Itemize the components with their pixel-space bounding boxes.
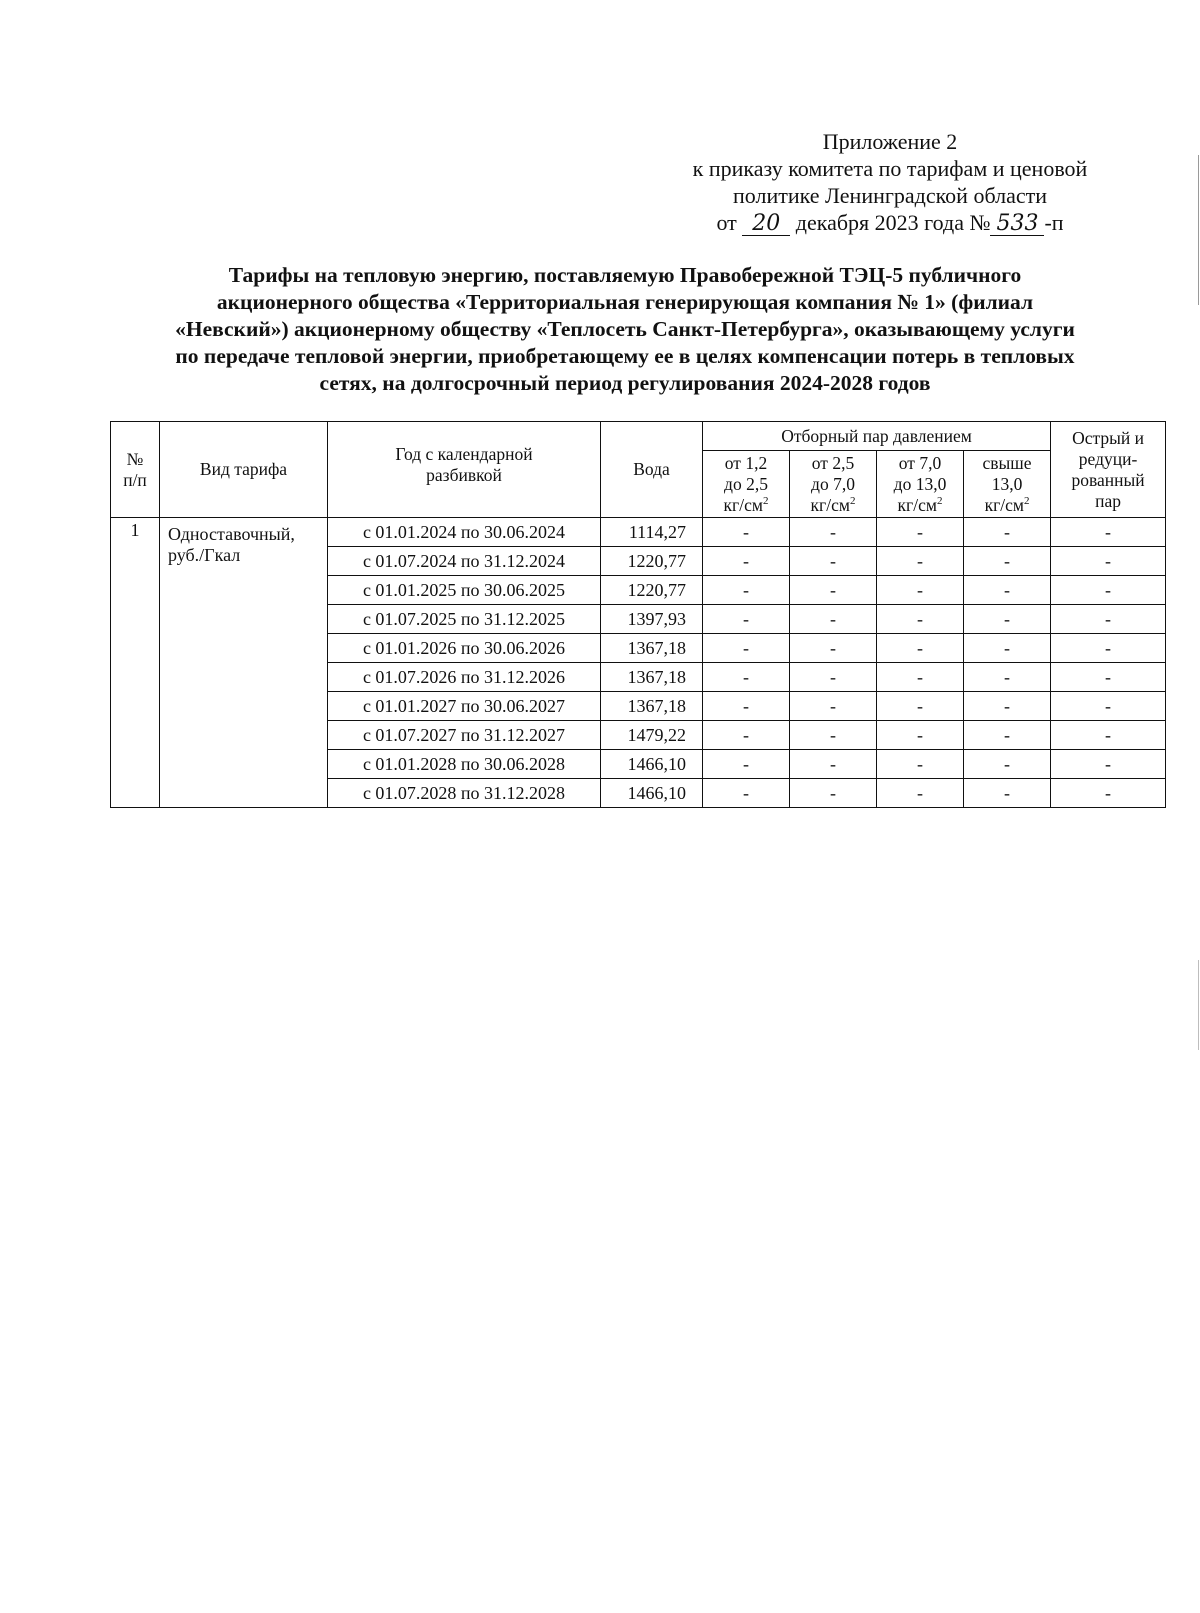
table-row bbox=[111, 518, 1166, 547]
steam-2-5-to-7-0-cell: - bbox=[790, 721, 877, 750]
acute-steam-cell: - bbox=[1051, 692, 1166, 721]
period-cell: с 01.07.2024 по 31.12.2024 bbox=[328, 547, 601, 576]
header-steam-2-5-to-7-0: от 2,5 до 7,0 $кг/см^2$ bbox=[790, 451, 877, 518]
steam-above-13-0-cell: - bbox=[964, 547, 1051, 576]
header-steam-above-13-0: свыше 13,0 $кг/см^2$ bbox=[964, 451, 1051, 518]
steam-2-5-to-7-0-cell: - bbox=[790, 663, 877, 692]
steam-2-5-to-7-0-cell: - bbox=[790, 547, 877, 576]
header-acute-steam: Острый и редуци- рованный пар bbox=[1051, 422, 1166, 518]
header-period: Год с календарной разбивкой bbox=[328, 422, 601, 518]
header-steam-7-0-to-13-0: от 7,0 до 13,0 $кг/см^2$ bbox=[877, 451, 964, 518]
title-line: по передаче тепловой энергии, приобретающему ее в целях компенсации потерь в тепловых bbox=[175, 344, 1075, 368]
period-cell: с 01.01.2025 по 30.06.2025 bbox=[328, 576, 601, 605]
water-tariff-cell: 1367,18 bbox=[601, 692, 703, 721]
period-cell: с 01.01.2024 по 30.06.2024 bbox=[328, 518, 601, 547]
steam-1-2-to-2-5-cell: - bbox=[703, 692, 790, 721]
period-cell: с 01.01.2026 по 30.06.2026 bbox=[328, 634, 601, 663]
steam-7-0-to-13-0-cell: - bbox=[877, 605, 964, 634]
row-number-cell: 1 bbox=[111, 518, 160, 808]
acute-steam-cell: - bbox=[1051, 721, 1166, 750]
title-line: Тарифы на тепловую энергию, поставляемую Правобережной ТЭЦ-5 публичного bbox=[228, 263, 1022, 287]
steam-2-5-to-7-0-cell: - bbox=[790, 518, 877, 547]
header-water: Вода bbox=[601, 422, 703, 518]
water-tariff-cell: 1397,93 bbox=[601, 605, 703, 634]
period-cell: с 01.01.2028 по 30.06.2028 bbox=[328, 750, 601, 779]
steam-7-0-to-13-0-cell: - bbox=[877, 634, 964, 663]
water-tariff-cell: 1466,10 bbox=[601, 750, 703, 779]
steam-above-13-0-cell: - bbox=[964, 779, 1051, 808]
acute-steam-cell: - bbox=[1051, 750, 1166, 779]
scan-edge-mark bbox=[1198, 155, 1199, 305]
header-row-number: № п/п bbox=[111, 422, 160, 518]
period-cell: с 01.07.2025 по 31.12.2025 bbox=[328, 605, 601, 634]
annex-committee: политике Ленинградской области bbox=[732, 183, 1047, 208]
steam-above-13-0-cell: - bbox=[964, 576, 1051, 605]
acute-steam-cell: - bbox=[1051, 576, 1166, 605]
header-steam-1-2-to-2-5: от 1,2 до 2,5 $кг/см^2$ bbox=[703, 451, 790, 518]
steam-above-13-0-cell: - bbox=[964, 634, 1051, 663]
tariffs-table bbox=[110, 421, 1166, 808]
water-tariff-cell: 1466,10 bbox=[601, 779, 703, 808]
title-line: «Невский») акционерному обществу «Теплосеть Санкт-Петербурга», оказывающему услуги bbox=[175, 317, 1075, 341]
steam-1-2-to-2-5-cell: - bbox=[703, 634, 790, 663]
handwritten-order-number: 533 bbox=[990, 213, 1044, 236]
annex-date-middle: декабря 2023 года № bbox=[795, 210, 991, 235]
annex-number-suffix: -п bbox=[1044, 210, 1064, 235]
steam-1-2-to-2-5-cell: - bbox=[703, 721, 790, 750]
steam-2-5-to-7-0-cell: - bbox=[790, 576, 877, 605]
steam-1-2-to-2-5-cell: - bbox=[703, 605, 790, 634]
steam-2-5-to-7-0-cell: - bbox=[790, 750, 877, 779]
document-title bbox=[105, 262, 1145, 397]
scan-edge-mark bbox=[1198, 960, 1199, 1050]
water-tariff-cell: 1220,77 bbox=[601, 576, 703, 605]
tariff-kind-name: Одноставочный, bbox=[168, 524, 295, 544]
steam-7-0-to-13-0-cell: - bbox=[877, 779, 964, 808]
steam-2-5-to-7-0-cell: - bbox=[790, 779, 877, 808]
steam-2-5-to-7-0-cell: - bbox=[790, 605, 877, 634]
period-cell: с 01.01.2027 по 30.06.2027 bbox=[328, 692, 601, 721]
steam-1-2-to-2-5-cell: - bbox=[703, 547, 790, 576]
annex-title: Приложение 2 bbox=[822, 129, 958, 154]
water-tariff-cell: 1479,22 bbox=[601, 721, 703, 750]
acute-steam-cell: - bbox=[1051, 663, 1166, 692]
title-line: сетях, на долгосрочный период регулирования 2024-2028 годов bbox=[319, 371, 931, 395]
tariffs-body bbox=[111, 518, 1166, 808]
steam-above-13-0-cell: - bbox=[964, 518, 1051, 547]
acute-steam-cell: - bbox=[1051, 605, 1166, 634]
title-line: акционерного общества «Территориальная генерирующая компания № 1» (филиал bbox=[216, 290, 1034, 314]
steam-above-13-0-cell: - bbox=[964, 721, 1051, 750]
header-steam-group: Отборный пар давлением bbox=[703, 422, 1051, 451]
steam-7-0-to-13-0-cell: - bbox=[877, 692, 964, 721]
acute-steam-cell: - bbox=[1051, 779, 1166, 808]
annex-order-ref: к приказу комитета по тарифам и ценовой bbox=[692, 156, 1088, 181]
annex-header bbox=[640, 128, 1140, 236]
steam-above-13-0-cell: - bbox=[964, 692, 1051, 721]
annex-date-line bbox=[640, 209, 1140, 236]
steam-above-13-0-cell: - bbox=[964, 750, 1051, 779]
tariff-kind-cell bbox=[160, 518, 328, 808]
period-cell: с 01.07.2026 по 31.12.2026 bbox=[328, 663, 601, 692]
period-cell: с 01.07.2028 по 31.12.2028 bbox=[328, 779, 601, 808]
period-cell: с 01.07.2027 по 31.12.2027 bbox=[328, 721, 601, 750]
steam-2-5-to-7-0-cell: - bbox=[790, 634, 877, 663]
steam-7-0-to-13-0-cell: - bbox=[877, 721, 964, 750]
header-tariff-kind: Вид тарифа bbox=[160, 422, 328, 518]
steam-above-13-0-cell: - bbox=[964, 663, 1051, 692]
water-tariff-cell: 1114,27 bbox=[601, 518, 703, 547]
annex-date-prefix: от bbox=[716, 210, 737, 235]
steam-7-0-to-13-0-cell: - bbox=[877, 750, 964, 779]
water-tariff-cell: 1220,77 bbox=[601, 547, 703, 576]
water-tariff-cell: 1367,18 bbox=[601, 663, 703, 692]
steam-7-0-to-13-0-cell: - bbox=[877, 518, 964, 547]
steam-7-0-to-13-0-cell: - bbox=[877, 663, 964, 692]
steam-1-2-to-2-5-cell: - bbox=[703, 518, 790, 547]
handwritten-day: 20 bbox=[742, 213, 790, 236]
steam-above-13-0-cell: - bbox=[964, 605, 1051, 634]
tariff-kind-unit: руб./Гкал bbox=[168, 545, 241, 565]
acute-steam-cell: - bbox=[1051, 547, 1166, 576]
steam-2-5-to-7-0-cell: - bbox=[790, 692, 877, 721]
steam-7-0-to-13-0-cell: - bbox=[877, 576, 964, 605]
acute-steam-cell: - bbox=[1051, 634, 1166, 663]
steam-1-2-to-2-5-cell: - bbox=[703, 663, 790, 692]
steam-7-0-to-13-0-cell: - bbox=[877, 547, 964, 576]
steam-1-2-to-2-5-cell: - bbox=[703, 750, 790, 779]
acute-steam-cell: - bbox=[1051, 518, 1166, 547]
steam-1-2-to-2-5-cell: - bbox=[703, 779, 790, 808]
steam-1-2-to-2-5-cell: - bbox=[703, 576, 790, 605]
water-tariff-cell: 1367,18 bbox=[601, 634, 703, 663]
